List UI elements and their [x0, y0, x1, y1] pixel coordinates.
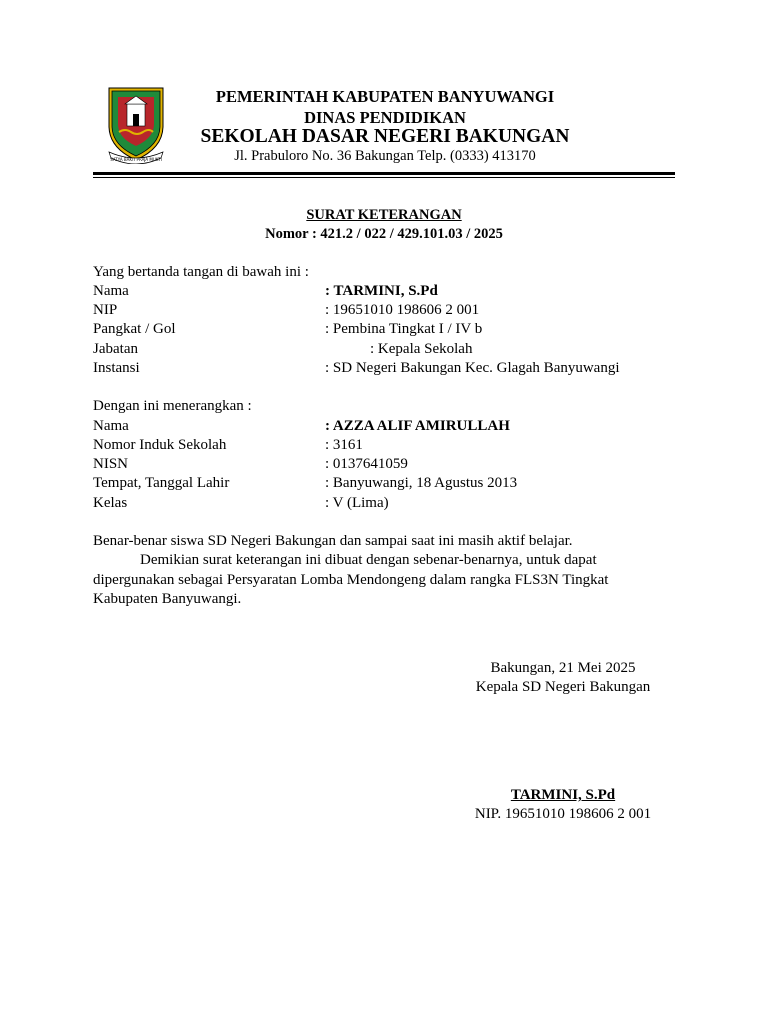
statement-line-4: Kabupaten Banyuwangi. — [93, 591, 242, 607]
student-class-value: : V (Lima) — [325, 495, 389, 511]
student-name-value: : AZZA ALIF AMIRULLAH — [325, 418, 510, 434]
student-birth-value: : Banyuwangi, 18 Agustus 2013 — [325, 475, 518, 491]
signer-name-value: : TARMINI, S.Pd — [325, 283, 438, 299]
statement-line-1: Benar-benar siswa SD Negeri Bakungan dan sampai saat ini masih aktif belajar. — [93, 533, 573, 549]
signer-intro: Yang bertanda tangan di bawah ini : — [93, 264, 309, 280]
statement-line-3: dipergunakan sebagai Persyaratan Lomba Mendongeng dalam rangka FLS3N Tingkat — [93, 572, 609, 588]
student-intro: Dengan ini menerangkan : — [93, 398, 252, 414]
signer-institution-value: : SD Negeri Bakungan Kec. Glagah Banyuwangi — [325, 360, 620, 376]
student-nis-value: : 3161 — [325, 437, 363, 453]
signature-name: TARMINI, S.Pd — [510, 787, 616, 803]
student-nisn-value: : 0137641059 — [325, 456, 408, 472]
signer-nip-label: NIP — [93, 302, 118, 318]
student-nis-label: Nomor Induk Sekolah — [93, 437, 227, 453]
letter-title: SURAT KETERANGAN — [306, 207, 462, 223]
signer-rank-value: : Pembina Tingkat I / IV b — [325, 321, 483, 337]
letterhead-department: DINAS PENDIDIKAN — [304, 108, 466, 127]
signature-position: Kepala SD Negeri Bakungan — [475, 679, 651, 695]
letterhead-school-name: SEKOLAH DASAR NEGERI BAKUNGAN — [200, 126, 570, 147]
signer-nip-value: : 19651010 198606 2 001 — [325, 302, 480, 318]
signature-nip: NIP. 19651010 198606 2 001 — [474, 806, 652, 822]
letterhead-address: Jl. Prabuloro No. 36 Bakungan Telp. (0333) 413170 — [234, 148, 536, 164]
signer-position-value: : Kepala Sekolah — [370, 341, 473, 357]
student-class-label: Kelas — [93, 495, 128, 511]
letterhead-divider-thin — [93, 177, 675, 178]
student-nisn-label: NISN — [93, 456, 129, 472]
banyuwangi-regency-crest-icon — [105, 82, 167, 164]
signer-institution-label: Instansi — [93, 360, 140, 376]
letter-number: Nomor : 421.2 / 022 / 429.101.03 / 2025 — [265, 226, 503, 242]
signer-rank-label: Pangkat / Gol — [93, 321, 176, 337]
letterhead-divider-thick — [93, 172, 675, 175]
statement-line-2: Demikian surat keterangan ini dibuat dengan sebenar-benarnya, untuk dapat — [140, 552, 597, 568]
signature-place-date: Bakungan, 21 Mei 2025 — [490, 660, 636, 676]
letterhead-government: PEMERINTAH KABUPATEN BANYUWANGI — [215, 87, 555, 106]
signer-position-label: Jabatan — [93, 341, 138, 357]
signer-name-label: Nama — [93, 283, 129, 299]
student-birth-label: Tempat, Tanggal Lahir — [93, 475, 230, 491]
crest-motto: SATYA BAKTI PRAJA MUKTI — [110, 157, 162, 162]
student-name-label: Nama — [93, 418, 129, 434]
